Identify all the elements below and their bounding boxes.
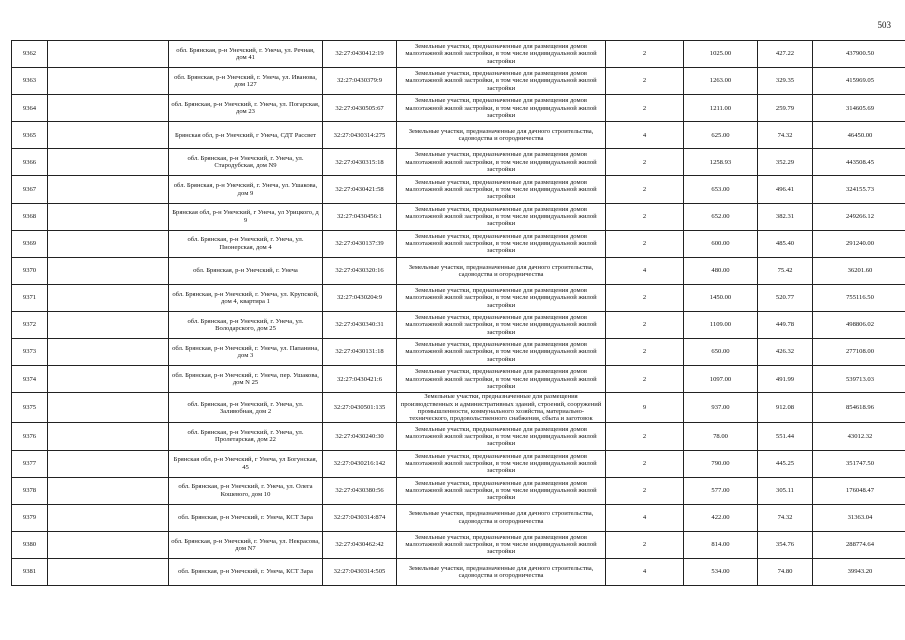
address-cell: обл. Брянская, р-н Унечский, г. Унеча, ул. Некрасова, дом N7 xyxy=(169,531,323,558)
area-cell: 577.00 xyxy=(684,477,758,504)
land-use-cell: Земельные участки, предназначенные для размещения домов малоэтажной жилой застройки, в том числе индивидуальной жилой застройки xyxy=(397,531,606,558)
cadastral-value-cell: 854618.96 xyxy=(813,393,905,423)
use-group-cell: 4 xyxy=(606,558,684,585)
area-cell: 1025.00 xyxy=(684,41,758,68)
land-use-cell: Земельные участки, предназначенные для размещения производственных и административных зданий, строений, сооружений промышленности, коммунального хозяйства, материально-технического, продовольственного снабжения, сбыта и заготовок xyxy=(397,393,606,423)
table-row xyxy=(12,257,905,284)
cadastral-number-cell: 32:27:0430505:67 xyxy=(323,95,397,122)
land-use-cell: Земельные участки, предназначенные для размещения домов малоэтажной жилой застройки, в том числе индивидуальной жилой застройки xyxy=(397,95,606,122)
address-cell: обл. Брянская, р-н Унечский, г. Унеча xyxy=(169,257,323,284)
row-number-cell: 9375 xyxy=(12,393,48,423)
row-number-cell: 9374 xyxy=(12,366,48,393)
table-row xyxy=(12,393,905,423)
table-row xyxy=(12,149,905,176)
spacer-cell xyxy=(48,504,169,531)
area-cell: 1263.00 xyxy=(684,68,758,95)
specific-value-cell: 485.40 xyxy=(758,230,813,257)
spacer-cell xyxy=(48,531,169,558)
specific-value-cell: 520.77 xyxy=(758,284,813,311)
land-use-cell: Земельные участки, предназначенные для размещения домов малоэтажной жилой застройки, в том числе индивидуальной жилой застройки xyxy=(397,176,606,203)
row-number-cell: 9377 xyxy=(12,450,48,477)
area-cell: 78.00 xyxy=(684,423,758,450)
spacer-cell xyxy=(48,311,169,338)
area-cell: 790.00 xyxy=(684,450,758,477)
specific-value-cell: 496.41 xyxy=(758,176,813,203)
cadastral-number-cell: 32:27:0430379:9 xyxy=(323,68,397,95)
specific-value-cell: 354.76 xyxy=(758,531,813,558)
cadastral-number-cell: 32:27:0430314:505 xyxy=(323,558,397,585)
use-group-cell: 4 xyxy=(606,257,684,284)
cadastral-value-cell: 288774.64 xyxy=(813,531,905,558)
specific-value-cell: 352.29 xyxy=(758,149,813,176)
row-number-cell: 9362 xyxy=(12,41,48,68)
land-use-cell: Земельные участки, предназначенные для размещения домов малоэтажной жилой застройки, в том числе индивидуальной жилой застройки xyxy=(397,284,606,311)
spacer-cell xyxy=(48,477,169,504)
address-cell: обл. Брянская, р-н Унечский, г. Унеча, ул. Заливобная, дом 2 xyxy=(169,393,323,423)
address-cell: обл. Брянская, р-н Унечский, г. Унеча, ул. Папанина, дом 3 xyxy=(169,339,323,366)
cadastral-value-cell: 46450.00 xyxy=(813,122,905,149)
table-row xyxy=(12,531,905,558)
cadastral-value-cell: 443508.45 xyxy=(813,149,905,176)
use-group-cell: 2 xyxy=(606,176,684,203)
cadastral-number-cell: 32:27:0430462:42 xyxy=(323,531,397,558)
table-row xyxy=(12,450,905,477)
use-group-cell: 9 xyxy=(606,393,684,423)
address-cell: обл. Брянская, р-н Унечский, г. Унеча, КСТ Зара xyxy=(169,504,323,531)
use-group-cell: 2 xyxy=(606,339,684,366)
row-number-cell: 9373 xyxy=(12,339,48,366)
cadastral-number-cell: 32:27:0430412:19 xyxy=(323,41,397,68)
land-use-cell: Земельные участки, предназначенные для дачного строительства, садоводства и огородничества xyxy=(397,257,606,284)
row-number-cell: 9365 xyxy=(12,122,48,149)
specific-value-cell: 426.32 xyxy=(758,339,813,366)
spacer-cell xyxy=(48,95,169,122)
row-number-cell: 9380 xyxy=(12,531,48,558)
cadastral-number-cell: 32:27:0430421:58 xyxy=(323,176,397,203)
land-use-cell: Земельные участки, предназначенные для размещения домов малоэтажной жилой застройки, в том числе индивидуальной жилой застройки xyxy=(397,423,606,450)
use-group-cell: 2 xyxy=(606,531,684,558)
cadastral-value-cell: 176048.47 xyxy=(813,477,905,504)
specific-value-cell: 427.22 xyxy=(758,41,813,68)
cadastral-number-cell: 32:27:0430131:18 xyxy=(323,339,397,366)
use-group-cell: 4 xyxy=(606,122,684,149)
area-cell: 600.00 xyxy=(684,230,758,257)
cadastral-number-cell: 32:27:0430314:275 xyxy=(323,122,397,149)
cadastral-number-cell: 32:27:0430340:31 xyxy=(323,311,397,338)
row-number-cell: 9370 xyxy=(12,257,48,284)
spacer-cell xyxy=(48,68,169,95)
table-row xyxy=(12,68,905,95)
use-group-cell: 2 xyxy=(606,95,684,122)
row-number-cell: 9371 xyxy=(12,284,48,311)
spacer-cell xyxy=(48,450,169,477)
specific-value-cell: 305.11 xyxy=(758,477,813,504)
spacer-cell xyxy=(48,230,169,257)
row-number-cell: 9379 xyxy=(12,504,48,531)
spacer-cell xyxy=(48,339,169,366)
land-use-cell: Земельные участки, предназначенные для размещения домов малоэтажной жилой застройки, в том числе индивидуальной жилой застройки xyxy=(397,203,606,230)
address-cell: Брянская обл, р-н Унечский, г Унеча, ул Богунская, 45 xyxy=(169,450,323,477)
area-cell: 814.00 xyxy=(684,531,758,558)
land-use-cell: Земельные участки, предназначенные для дачного строительства, садоводства и огородничества xyxy=(397,558,606,585)
specific-value-cell: 551.44 xyxy=(758,423,813,450)
use-group-cell: 2 xyxy=(606,423,684,450)
land-use-cell: Земельные участки, предназначенные для размещения домов малоэтажной жилой застройки, в том числе индивидуальной жилой застройки xyxy=(397,68,606,95)
area-cell: 1097.00 xyxy=(684,366,758,393)
table-row xyxy=(12,203,905,230)
use-group-cell: 2 xyxy=(606,149,684,176)
use-group-cell: 2 xyxy=(606,311,684,338)
table-row xyxy=(12,41,905,68)
specific-value-cell: 74.32 xyxy=(758,504,813,531)
address-cell: обл. Брянская, р-н Унечский, г. Унеча, ул. Олега Кошевого, дом 10 xyxy=(169,477,323,504)
spacer-cell xyxy=(48,41,169,68)
spacer-cell xyxy=(48,558,169,585)
use-group-cell: 2 xyxy=(606,477,684,504)
row-number-cell: 9369 xyxy=(12,230,48,257)
cadastral-value-cell: 31363.04 xyxy=(813,504,905,531)
row-number-cell: 9376 xyxy=(12,423,48,450)
area-cell: 480.00 xyxy=(684,257,758,284)
land-registry-table xyxy=(11,40,905,586)
cadastral-value-cell: 351747.50 xyxy=(813,450,905,477)
table-row xyxy=(12,122,905,149)
row-number-cell: 9372 xyxy=(12,311,48,338)
use-group-cell: 2 xyxy=(606,203,684,230)
cadastral-value-cell: 324155.73 xyxy=(813,176,905,203)
cadastral-number-cell: 32:27:0430380:56 xyxy=(323,477,397,504)
cadastral-value-cell: 415969.05 xyxy=(813,68,905,95)
land-use-cell: Земельные участки, предназначенные для размещения домов малоэтажной жилой застройки, в том числе индивидуальной жилой застройки xyxy=(397,339,606,366)
row-number-cell: 9381 xyxy=(12,558,48,585)
land-use-cell: Земельные участки, предназначенные для размещения домов малоэтажной жилой застройки, в том числе индивидуальной жилой застройки xyxy=(397,311,606,338)
table-row xyxy=(12,176,905,203)
spacer-cell xyxy=(48,149,169,176)
cadastral-number-cell: 32:27:0430137:39 xyxy=(323,230,397,257)
specific-value-cell: 74.80 xyxy=(758,558,813,585)
cadastral-number-cell: 32:27:0430315:18 xyxy=(323,149,397,176)
cadastral-value-cell: 277108.00 xyxy=(813,339,905,366)
address-cell: обл. Брянская, р-н Унечский, г. Унеча, ул. Володарского, дом 25 xyxy=(169,311,323,338)
use-group-cell: 4 xyxy=(606,504,684,531)
address-cell: обл. Брянская, р-н Унечский, г. Унеча, ул. Ушакова, дом 9 xyxy=(169,176,323,203)
specific-value-cell: 445.25 xyxy=(758,450,813,477)
cadastral-number-cell: 32:27:0430314:874 xyxy=(323,504,397,531)
area-cell: 534.00 xyxy=(684,558,758,585)
table-row xyxy=(12,311,905,338)
spacer-cell xyxy=(48,122,169,149)
cadastral-number-cell: 32:27:0430216:142 xyxy=(323,450,397,477)
row-number-cell: 9363 xyxy=(12,68,48,95)
spacer-cell xyxy=(48,423,169,450)
table-row xyxy=(12,95,905,122)
cadastral-value-cell: 291240.00 xyxy=(813,230,905,257)
land-use-cell: Земельные участки, предназначенные для размещения домов малоэтажной жилой застройки, в том числе индивидуальной жилой застройки xyxy=(397,450,606,477)
cadastral-value-cell: 498806.02 xyxy=(813,311,905,338)
row-number-cell: 9364 xyxy=(12,95,48,122)
address-cell: обл. Брянская, р-н Унечский, г. Унеча, ул. Стародубская, дом N9 xyxy=(169,149,323,176)
address-cell: обл. Брянская, р-н Унечский, г. Унеча, ул. Погарская, дом 23 xyxy=(169,95,323,122)
row-number-cell: 9378 xyxy=(12,477,48,504)
cadastral-value-cell: 755116.50 xyxy=(813,284,905,311)
cadastral-number-cell: 32:27:0430204:9 xyxy=(323,284,397,311)
address-cell: обл. Брянская, р-н Унечский, г. Унеча, ул. Пролетарская, дом 22 xyxy=(169,423,323,450)
use-group-cell: 2 xyxy=(606,68,684,95)
spacer-cell xyxy=(48,257,169,284)
address-cell: обл. Брянская, р-н Унечский, г. Унеча, ул. Иванова, дом 127 xyxy=(169,68,323,95)
area-cell: 937.00 xyxy=(684,393,758,423)
cadastral-number-cell: 32:27:0430501:135 xyxy=(323,393,397,423)
address-cell: обл. Брянская, р-н Унечский, г. Унеча, пер. Ушакова, дом N 25 xyxy=(169,366,323,393)
spacer-cell xyxy=(48,366,169,393)
table-row xyxy=(12,423,905,450)
cadastral-number-cell: 32:27:0430421:6 xyxy=(323,366,397,393)
cadastral-value-cell: 36201.60 xyxy=(813,257,905,284)
spacer-cell xyxy=(48,393,169,423)
table-row xyxy=(12,477,905,504)
cadastral-value-cell: 43012.32 xyxy=(813,423,905,450)
address-cell: Брянская обл, р-н Унечский, г Унеча, ул Урицкого, д 9 xyxy=(169,203,323,230)
address-cell: обл. Брянская, р-н Унечский, г. Унеча, КСТ Зара xyxy=(169,558,323,585)
area-cell: 1109.00 xyxy=(684,311,758,338)
area-cell: 625.00 xyxy=(684,122,758,149)
use-group-cell: 2 xyxy=(606,284,684,311)
row-number-cell: 9366 xyxy=(12,149,48,176)
address-cell: Брянская обл, р-н Унечский, г Унеча, СДТ Рассвет xyxy=(169,122,323,149)
cadastral-number-cell: 32:27:0430320:16 xyxy=(323,257,397,284)
use-group-cell: 2 xyxy=(606,450,684,477)
specific-value-cell: 259.79 xyxy=(758,95,813,122)
land-use-cell: Земельные участки, предназначенные для размещения домов малоэтажной жилой застройки, в том числе индивидуальной жилой застройки xyxy=(397,41,606,68)
address-cell: обл. Брянская, р-н Унечский, г. Унеча, ул. Пионерская, дом 4 xyxy=(169,230,323,257)
cadastral-value-cell: 437900.50 xyxy=(813,41,905,68)
use-group-cell: 2 xyxy=(606,230,684,257)
address-cell: обл. Брянская, р-н Унечский, г. Унеча, ул. Крупской, дом 4, квартира 1 xyxy=(169,284,323,311)
table-row xyxy=(12,504,905,531)
area-cell: 652.00 xyxy=(684,203,758,230)
land-use-cell: Земельные участки, предназначенные для размещения домов малоэтажной жилой застройки, в том числе индивидуальной жилой застройки xyxy=(397,366,606,393)
land-use-cell: Земельные участки, предназначенные для размещения домов малоэтажной жилой застройки, в том числе индивидуальной жилой застройки xyxy=(397,477,606,504)
table-row xyxy=(12,230,905,257)
cadastral-value-cell: 539713.03 xyxy=(813,366,905,393)
table-row xyxy=(12,558,905,585)
specific-value-cell: 329.35 xyxy=(758,68,813,95)
cadastral-value-cell: 314605.69 xyxy=(813,95,905,122)
area-cell: 650.00 xyxy=(684,339,758,366)
use-group-cell: 2 xyxy=(606,41,684,68)
page-number: 503 xyxy=(877,20,891,30)
area-cell: 1450.00 xyxy=(684,284,758,311)
area-cell: 653.00 xyxy=(684,176,758,203)
specific-value-cell: 75.42 xyxy=(758,257,813,284)
specific-value-cell: 74.32 xyxy=(758,122,813,149)
cadastral-value-cell: 39943.20 xyxy=(813,558,905,585)
area-cell: 422.00 xyxy=(684,504,758,531)
table-row xyxy=(12,284,905,311)
area-cell: 1258.93 xyxy=(684,149,758,176)
row-number-cell: 9367 xyxy=(12,176,48,203)
land-use-cell: Земельные участки, предназначенные для дачного строительства, садоводства и огородничества xyxy=(397,122,606,149)
address-cell: обл. Брянская, р-н Унечский, г. Унеча, ул. Речная, дом 41 xyxy=(169,41,323,68)
row-number-cell: 9368 xyxy=(12,203,48,230)
specific-value-cell: 382.31 xyxy=(758,203,813,230)
use-group-cell: 2 xyxy=(606,366,684,393)
spacer-cell xyxy=(48,203,169,230)
table-row xyxy=(12,366,905,393)
cadastral-value-cell: 249266.12 xyxy=(813,203,905,230)
specific-value-cell: 491.99 xyxy=(758,366,813,393)
specific-value-cell: 449.78 xyxy=(758,311,813,338)
spacer-cell xyxy=(48,176,169,203)
table-row xyxy=(12,339,905,366)
specific-value-cell: 912.08 xyxy=(758,393,813,423)
land-use-cell: Земельные участки, предназначенные для размещения домов малоэтажной жилой застройки, в том числе индивидуальной жилой застройки xyxy=(397,230,606,257)
cadastral-number-cell: 32:27:0430456:1 xyxy=(323,203,397,230)
spacer-cell xyxy=(48,284,169,311)
land-use-cell: Земельные участки, предназначенные для дачного строительства, садоводства и огородничества xyxy=(397,504,606,531)
cadastral-number-cell: 32:27:0430240:30 xyxy=(323,423,397,450)
area-cell: 1211.00 xyxy=(684,95,758,122)
table-body xyxy=(12,41,905,586)
land-use-cell: Земельные участки, предназначенные для размещения домов малоэтажной жилой застройки, в том числе индивидуальной жилой застройки xyxy=(397,149,606,176)
